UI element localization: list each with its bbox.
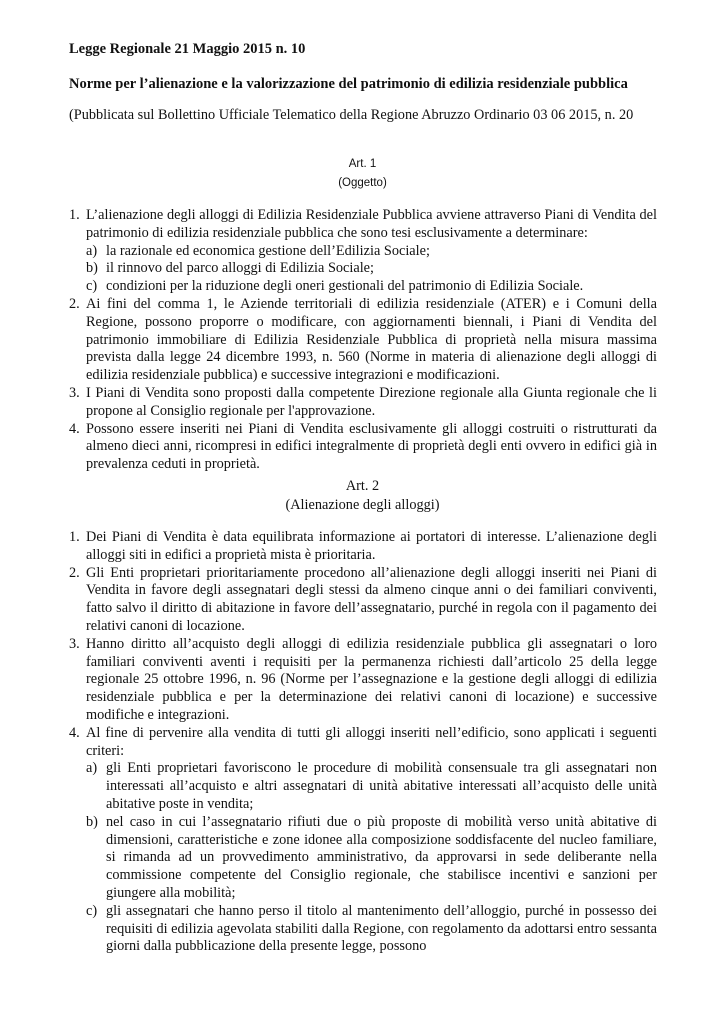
law-title: Legge Regionale 21 Maggio 2015 n. 10 [69, 41, 306, 57]
sub-item-text: gli Enti proprietari favoriscono le procedure di mobilità consensuale tra gli assegnatari non interessati all’acquisto e altri assegnatari di unità abitative interessati all’acquisto delle unità abitative poste in vendita; [106, 760, 657, 812]
item-number: 3. [69, 635, 80, 652]
sub-item [86, 243, 657, 261]
item-text: Hanno diritto all’acquisto degli alloggi di edilizia residenziale pubblica gli assegnatari o loro familiari conviventi aventi i requisiti per la permanenza richiesti dall’articolo 25 della legge regionale 25 ottobre 1996, n. 96 (Norme per l’assegnazione e la gestione degli alloggi di edilizia residenziale pubblica e per la determinazione dei relativi canoni di locazione) e successive modifiche e integrazioni. [86, 635, 657, 723]
article-1-subject: (Oggetto) [338, 177, 387, 189]
article-2-item [69, 636, 657, 725]
article-1-number: Art. 1 [348, 158, 377, 170]
item-text: Al fine di pervenire alla vendita di tutti gli alloggi inseriti nell’edificio, sono applicati i seguenti criteri: [86, 724, 657, 759]
sub-item [86, 278, 657, 296]
article-2-heading [0, 477, 725, 515]
item-text: Ai fini del comma 1, le Aziende territoriali di edilizia residenziale (ATER) e i Comuni della Regione, possono proporre o modificare, con aggiornamenti biennali, i Piani di Vendita del patrimonio immobiliare di Edilizia Residenziale Pubblica di proprietà nella misura massima prevista dalla legge 24 dicembre 1993, n. 560 (Norme in materia di alienazione degli alloggi di edilizia residenziale pubblica) e successive integrazioni e modificazioni. [86, 295, 657, 384]
article-1-item [69, 296, 657, 385]
sub-item-letter: b) [86, 813, 98, 830]
publication-note: (Pubblicata sul Bollettino Ufficiale Telematico della Regione Abruzzo Ordinario 03 06 2015, n. 20 [69, 107, 634, 123]
article-2-subject: (Alienazione degli alloggi) [285, 497, 440, 513]
item-text: Dei Piani di Vendita è data equilibrata informazione ai portatori di interesse. L’alienazione degli alloggi siti in edifici a proprietà mista è prioritaria. [86, 529, 657, 563]
sub-item-letter: c) [86, 902, 98, 919]
article-1-item [69, 385, 657, 421]
article-2-item [69, 529, 657, 565]
article-2-list [69, 529, 657, 956]
item-number: 2. [69, 295, 80, 312]
article-1-sublist [86, 243, 657, 296]
law-subtitle: Norme per l’alienazione e la valorizzazione del patrimonio di edilizia residenziale pubblica [69, 76, 628, 92]
article-2-sublist [86, 760, 657, 956]
sub-item [86, 760, 657, 813]
item-number: 4. [69, 724, 80, 741]
sub-item-text: il rinnovo del parco alloggi di Edilizia Sociale; [106, 260, 374, 277]
article-1-list [69, 207, 657, 474]
article-1-item [69, 207, 657, 296]
article-1-heading [0, 155, 725, 193]
article-1-item [69, 421, 657, 474]
sub-item-text: condizioni per la riduzione degli oneri gestionali del patrimonio di Edilizia Sociale. [106, 278, 584, 295]
item-number: 2. [69, 564, 80, 581]
item-text: I Piani di Vendita sono proposti dalla competente Direzione regionale alla Giunta regionale che li propone al Consiglio regionale per l'approvazione. [86, 384, 657, 419]
article-2-item [69, 565, 657, 636]
article-2-number: Art. 2 [345, 478, 380, 494]
sub-item [86, 260, 657, 278]
sub-item-letter: a) [86, 242, 98, 259]
sub-item-text: gli assegnatari che hanno perso il titolo al mantenimento dell’alloggio, purché in possesso dei requisiti di edilizia agevolata stabiliti dalla Regione, con regolamento da adottarsi entro sessanta giorni dalla pubblicazione della presente legge, possono [106, 902, 657, 955]
sub-item-letter: b) [86, 260, 98, 277]
sub-item [86, 903, 657, 956]
item-number: 3. [69, 384, 80, 401]
article-2-item [69, 725, 657, 956]
item-text: Gli Enti proprietari prioritariamente procedono all’alienazione degli alloggi inseriti nei Piani di Vendita in favore degli assegnatari degli stessi da almeno cinque anni o dei familiari conviventi, fatto salvo il diritto di abitazione in favore dell’assegnatario, purché in regola con il pagamento dei relativi canoni di locazione. [86, 564, 657, 634]
sub-item-letter: c) [86, 278, 98, 295]
sub-item-text: la razionale ed economica gestione dell’Edilizia Sociale; [106, 242, 430, 259]
sub-item-text: nel caso in cui l’assegnatario rifiuti due o più proposte di mobilità verso unità abitative di dimensioni, caratteristiche e zone idonee alla composizione soddisfacente del nucleo familiare, si rimanda ad un provvedimento amministrativo, da approvarsi in sede deliberante nella commissione competente del Consiglio regionale, che stabilisce incentivi e sanzioni per giungere alla mobilità; [106, 813, 657, 901]
sub-item-letter: a) [86, 760, 98, 777]
sub-item [86, 814, 657, 903]
item-text: Possono essere inseriti nei Piani di Vendita esclusivamente gli alloggi costruiti o ristrutturati da almeno dieci anni, ricompresi in edifici integralmente di proprietà degli enti ovvero in edifici già in prevalenza ceduti in proprietà. [86, 420, 657, 473]
item-text: L’alienazione degli alloggi di Edilizia Residenziale Pubblica avviene attraverso Piani di Vendita del patrimonio di edilizia residenziale pubblica che sono tesi esclusivamente a determinare: [86, 207, 657, 241]
item-number: 4. [69, 420, 80, 437]
item-number: 1. [69, 529, 80, 545]
item-number: 1. [69, 207, 80, 223]
